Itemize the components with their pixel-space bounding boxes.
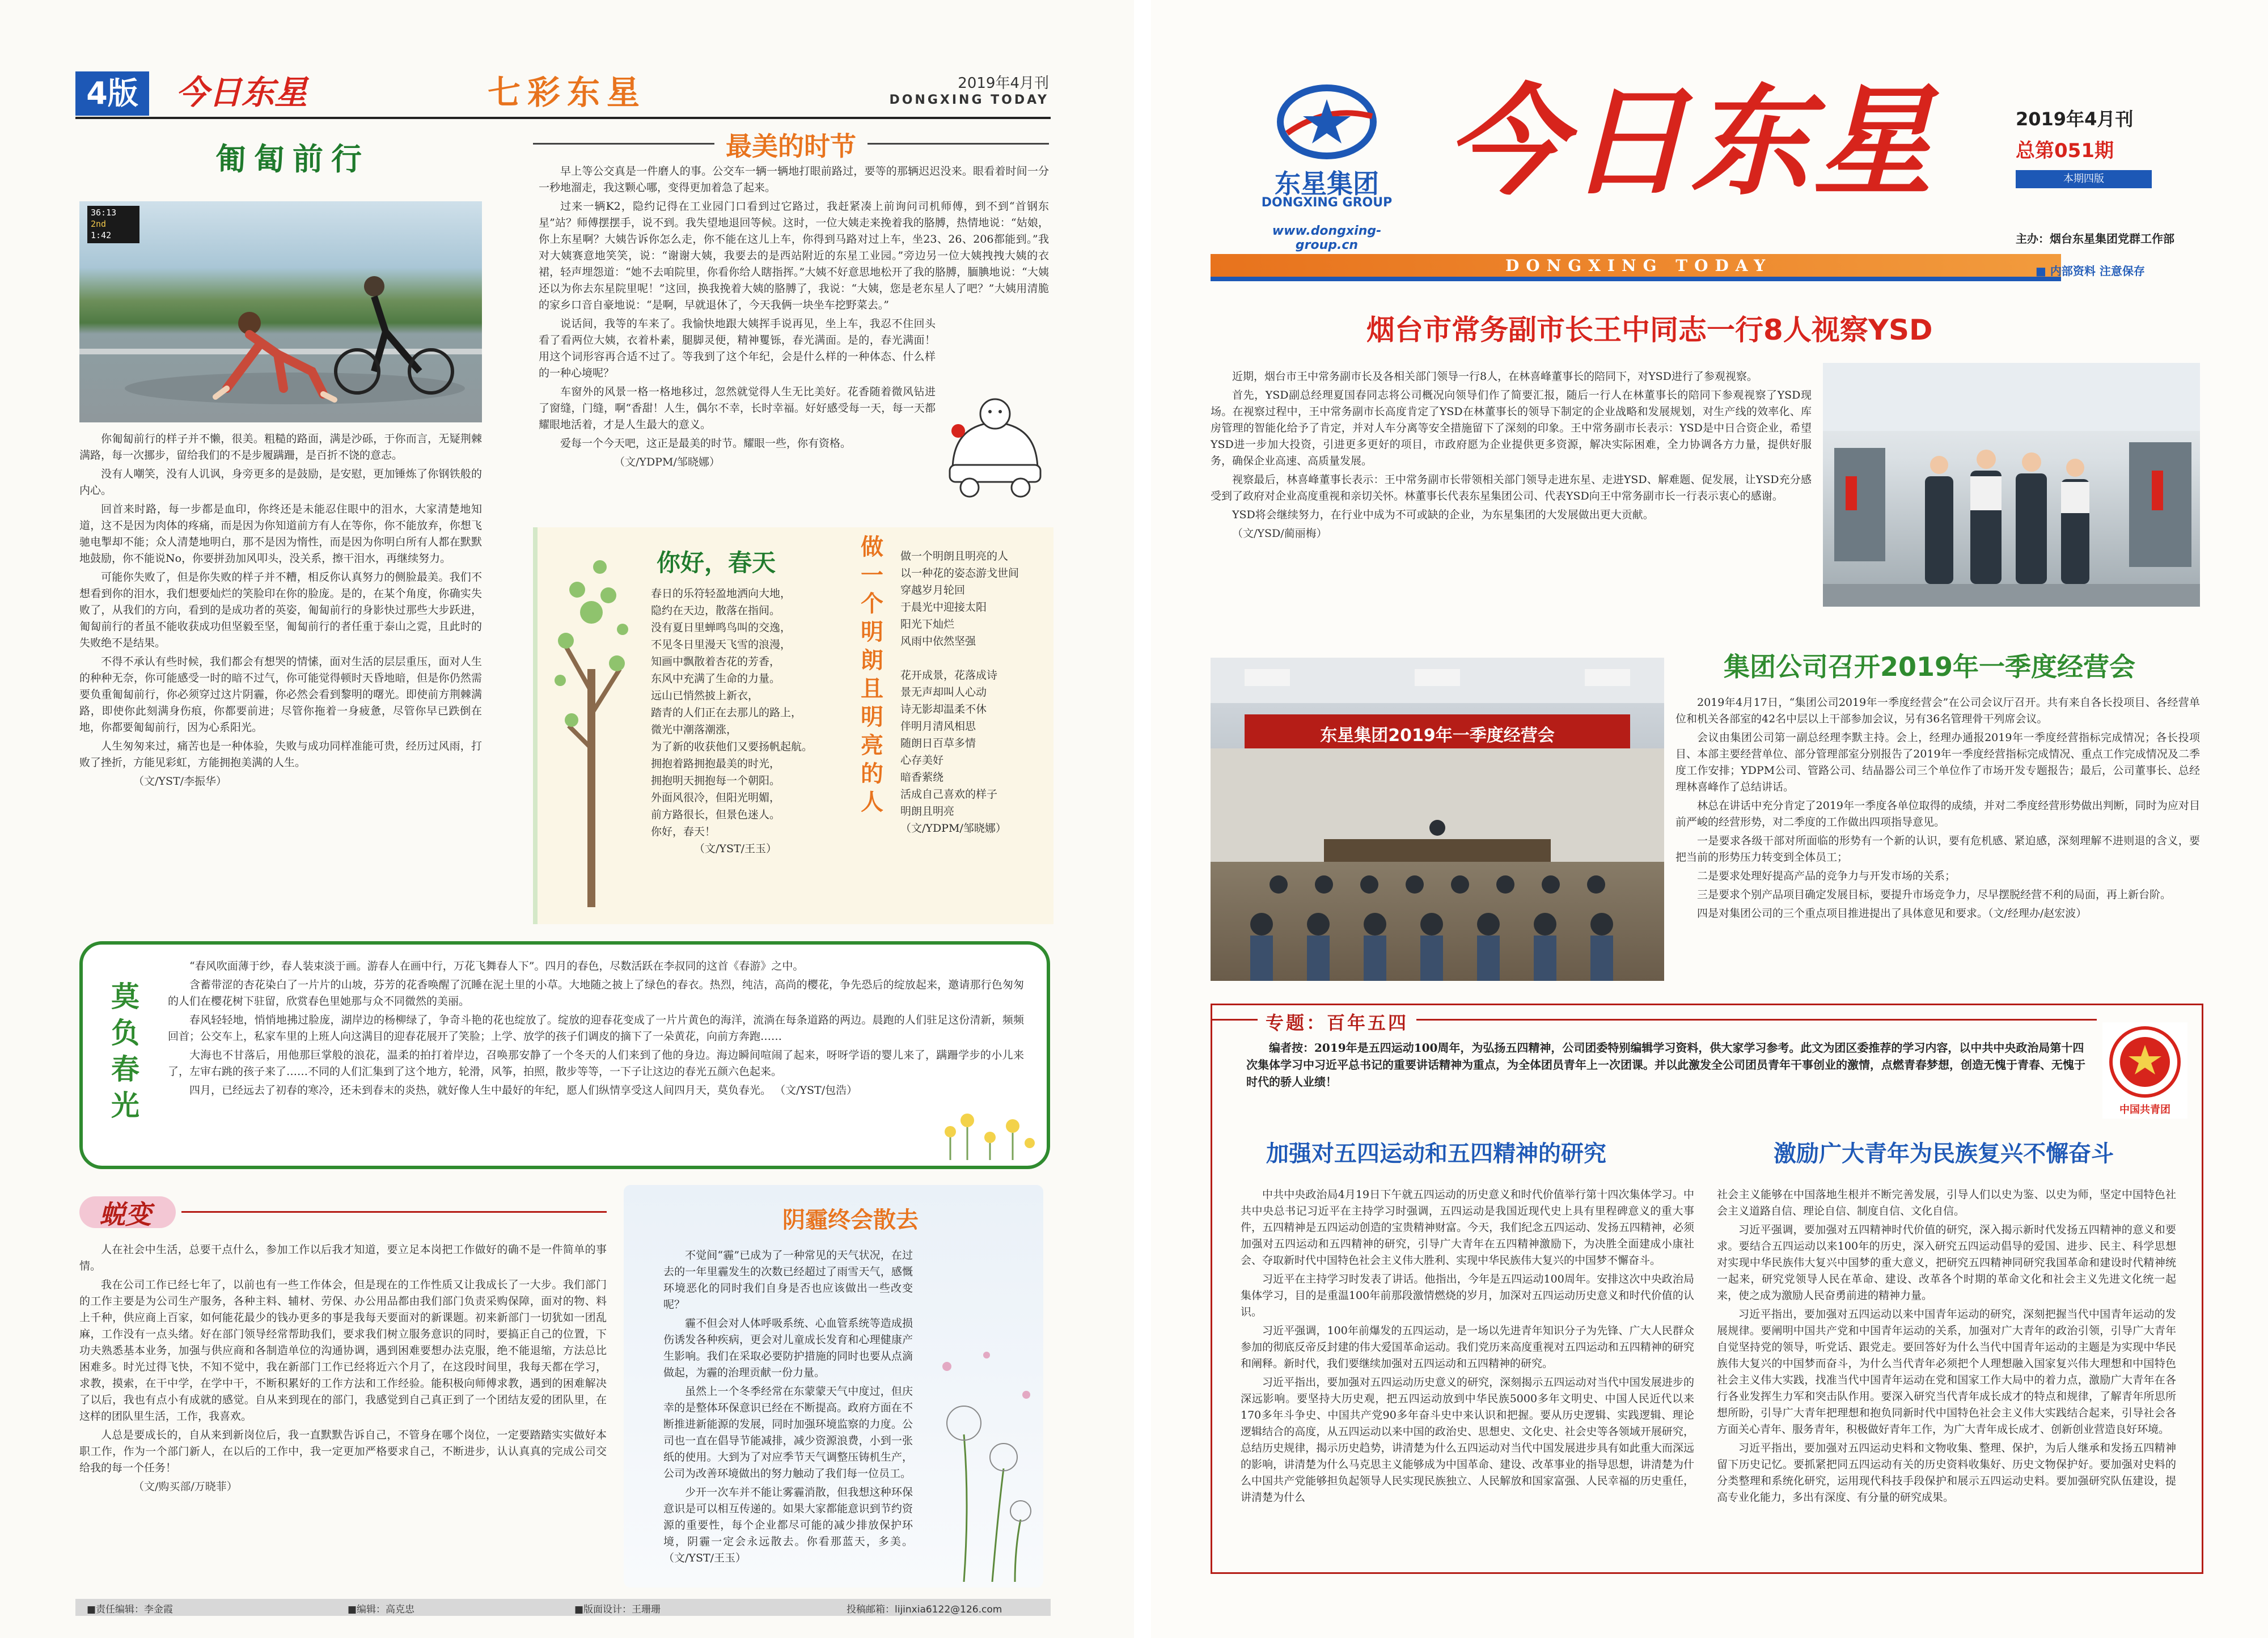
- meeting-scene: [1211, 658, 1664, 981]
- paragraph: 习近平在主持学习时发表了讲话。他指出，今年是五四运动100周年。安排这次中央政治局集体学习，目的是重温100年前那段激情燃烧的岁月，加深对五四运动历史意义和时代价值的认识。: [1241, 1273, 1694, 1318]
- spring-poem-title: 你好，春天: [657, 549, 776, 577]
- footer-layout: ■版面设计：王珊珊: [574, 1604, 661, 1615]
- runner-photo: [79, 201, 482, 422]
- haze-body: [663, 1247, 913, 1569]
- paragraph: 人在社会中生活，总要干点什么，参加工作以后我才知道，要立足本岗把工作做好的确不是一件简单的事情。: [79, 1243, 607, 1272]
- poem-line: 风雨中依然坚强: [900, 635, 976, 647]
- masthead-band-blue: [1211, 277, 2061, 281]
- poem-line: 拥抱明天拥抱每一个朝阳。: [651, 774, 781, 787]
- story-crawl-title-text: 匍匐前行: [215, 141, 370, 177]
- paragraph: 没有人嘲笑，没有人讥讽，身旁更多的是鼓励，是安慰，更加锤炼了你钢铁般的内心。: [79, 468, 482, 497]
- company-logo-icon: [1276, 82, 1378, 162]
- paragraph: 习近平指出，要加强对五四运动以来中国青年运动的研究，深刻把握当代中国青年运动的发展规律。要阐明中国共产党和中国青年运动的关系，加强对广大青年的政治引领，引导广大青年自觉坚持党的领导，听党话、跟党走。要回答好为什么当代中国青年运动的主题是为实现中华民族伟大复兴的中国梦而奋斗，为什么当代青年必须把个人理想融入国家复兴伟大理想和中国特色社会主义伟大实践，找准当代中国青年运动在党和国家工作大局中的着力点，激励广大青年在各行各业发挥生力军和突击队作用。要深入研究当代青年成长成才的特点和规律，了解青年所思所想所盼，引导广大青年把理想和抱负同新时代中国特色社会主义伟大实践结合起来，引导社会各方面关心青年、服务青年，积极做好青年工作，为广大青年成长成才、创新创业营造良好环境。: [1717, 1308, 2176, 1436]
- meeting-banner-text: 东星集团2019年一季度经营会: [1320, 726, 1555, 746]
- paragraph: 首先，YSD副总经理夏国春同志将公司概况向领导们作了简要汇报，随后一行人在林董事长的陪同下参观视察了YSD现场。在视察过程中，王中常务副市长高度肯定了YSD在林董事长的领导下制定的企业战略和发展规划，对生产线的效率化、库房管理的智能化给予了肯定，并对人车分离等安全措施留下了深刻的印象。王中常务副市长表示：YSD是中日合资企业，希望YSD进一步加大投资，引进更多更好的项目，市政府愿为企业提供更多资源，解决实际困难，全力协调各方力量，提供好服务，确保企业高速、高质量发展。: [1211, 389, 1812, 467]
- spring-light-author: （文/YST/包浩）: [775, 1084, 858, 1097]
- story-visit-author: （文/YSD/蔺丽梅）: [1232, 527, 1327, 540]
- paragraph: 会议由集团公司第一副总经理李默主持。会上，经理办通报2019年一季度经营指标完成情况；各长投项目、本部主要经营单位、部分管理部室分别报告了2019年一季度经营指标完成情况、重点工作完成情况及二季度工作安排；YDPM公司、管路公司、结晶器公司三个单位作了市场开发专题报告；最后，公司董事长、总经理林喜峰作了总结讲话。: [1675, 731, 2200, 793]
- paragraph: 四是对集团公司的三个重点项目推进提出了具体意见和要求。（文/经理办/赵宏波）: [1697, 907, 2087, 920]
- paragraph: 不得不承认有些时候，我们都会有想哭的情愫，面对生活的层层重压，面对人生的种种无奈，你可能感受一时的暗不过气，你可能觉得顿时天昏地暗，但是你仍然需要负重匍匐前行，你必须穿过这片阴霾，你必然会看到黎明的曙光。即使前方荆棘满路，即使你此刻满身伤痕，你都要前进；尽管你拖着一身疲惫，尽管你早已跌倒在地，你都要匍匐前行，因为心系阳光。: [79, 655, 482, 734]
- dandelion-illustration: [930, 1332, 1038, 1582]
- story-visit-body: [1211, 369, 1812, 541]
- poem-right-author: （文/YDPM/邹晓娜）: [900, 822, 1006, 835]
- poem-line: 微光中潮落潮涨，: [651, 723, 738, 736]
- paragraph: 习近平强调，要加强对五四精神时代价值的研究，深入揭示新时代发扬五四精神的意义和要求。要结合五四运动以来100年的历史，深入研究五四运动倡导的爱国、进步、民主、科学思想对实现中华民族伟大复兴中国梦的重大意义，把研究五四精神同研究我国革命和建设时代精神统一起来，研究党领导人民在革命、建设、改革各个时期的革命文化和社会主义先进文化统一起来，使之成为激励人民奋勇前进的精神力量。: [1717, 1224, 2176, 1302]
- special-col2: [1717, 1187, 2176, 1508]
- paragraph: 习近平指出，要加强对五四运动历史意义的研究，深刻揭示五四运动对当代中国发展进步的深远影响。要坚持大历史观，把五四运动放到中华民族5000多年文明史、中国人民近代以来170多年斗争史、中国共产党90多年奋斗史中来认识和把握。要从历史逻辑、实践逻辑、理论逻辑结合的高度，从五四运动以来中国的政治史、思想史、文化史、社会史等各领域开展研究，总结历史规律，揭示历史趋势，讲清楚为什么五四运动对当代中国发展进步具有如此重大而深远的影响，讲清楚为什么马克思主义能够成为中国革命、建设、改革事业的指导思想，讲清楚为什么中国共产党能够担负起领导人民实现民族独立、人民解放和国家富强、人民幸福的历史重任，讲清楚为什么: [1241, 1376, 1694, 1504]
- poem-line: 阳光下灿烂: [900, 618, 955, 630]
- company-website: www.dongxing-group.cn: [1272, 224, 1382, 252]
- paragraph: [663, 1484, 913, 1567]
- spring-poem-right: [900, 548, 1048, 837]
- youth-league-emblem-icon: [2102, 1022, 2187, 1102]
- paragraph: 可能你失败了，但是你失败的样子并不糟，相反你认真努力的侧脸最美。我们不想看到你的泪水，我们想要灿烂的笑脸印在你的脸庞。是的，在某个角度，你确实失败了，从我们的方向，看到的是成功者的英姿，匍匐前行的身影快过那些大步跃进，匍匐前行的者虽不能收获成功但坚毅至坚，匍匐前行的者任重于泰山之霓，且此时的失败绝不是结果。: [79, 571, 482, 649]
- section-title: 七彩东星: [488, 73, 647, 112]
- paragraph-text: 四月，已经远去了初春的寒冷，还未到春末的炎热，就好像人生中最好的年纪，愿人们纵情享受这人间四月天，莫负春光。: [189, 1084, 772, 1097]
- poem-line: 做一个明朗且明亮的人: [900, 550, 1009, 562]
- paragraph: 霾不但会对人体呼吸系统、心血管系统等造成损伤诱发各种疾病，更会对儿童成长发育和心理健康产生影响。我们在采取必要防护措施的同时也要从点滴做起，为霾的治理贡献一份力量。: [663, 1317, 913, 1379]
- paragraph: 回首来时路，每一步都是血印，你终还是未能忍住眼中的泪水，大家清楚地知道，这不是因为肉体的疼痛，而是因为你知道前方有人在等你，你不能放弃，你想飞驰电掣却不能；众人清楚地明白，那不是因为惰性，而是因为你明白所有人都在默默地鼓励，你不能说No，你要拼劲加风叩头，没关系，擦干泪水，再继续努力。: [79, 503, 482, 565]
- poem-line: 没有夏日里蝉鸣鸟叫的交逸，: [651, 621, 792, 634]
- paragraph: 二是要求处理好提高产品的竞争力与开发市场的关系；: [1697, 870, 1956, 882]
- haze-frame: [624, 1185, 1043, 1588]
- poem-left-author: （文/YST/王玉）: [694, 843, 777, 855]
- story-crawl-author: （文/YST/李振华）: [133, 775, 227, 788]
- poem-line: 以一种花的姿态游戈世间: [900, 567, 1019, 579]
- poem-line: 你好，春天！: [651, 826, 716, 838]
- youth-league-badge: [2102, 1022, 2187, 1119]
- metamorphosis-rule: [181, 1211, 607, 1213]
- header-rule: [75, 117, 1051, 119]
- poem-line: 外面风很冷，但阳光明媚，: [651, 792, 781, 804]
- poem-line: 诗无影却温柔不休: [900, 703, 987, 716]
- paragraph: 社会主义能够在中国落地生根并不断完善发展，引导人们以史为鉴、以史为师，坚定中国特色社会主义道路自信、理论自信、制度自信、文化自信。: [1717, 1188, 2176, 1217]
- haze-title: 阴霾终会散去: [782, 1207, 919, 1233]
- footer-editor: ■责任编辑：李金霞: [87, 1604, 174, 1615]
- poem-line: 于晨光中迎接太阳: [900, 601, 987, 613]
- paragraph: 人生匆匆来过，痛苦也是一种体验，失败与成功同样准能可贵，经历过风雨，打败了挫折，方能见彩虹，方能拥抱美满的人生。: [79, 740, 482, 769]
- poem-line: 伴明月清风相思: [900, 720, 976, 733]
- edition-badge: [75, 71, 149, 116]
- issue-date: 2019年4月刊: [2016, 108, 2134, 130]
- score-split: 1:42: [91, 230, 112, 240]
- poem-line: 穿越岁月轮回: [900, 584, 966, 596]
- paragraph: 2019年4月17日，“集团公司2019年一季度经营会”在公司会议厅召开。共有来自各长投项目、各经营单位和机关各部室的42名中层以上干部参加会议，另有36名管理骨干列席会议。: [1675, 696, 2200, 725]
- poem-line: 活成自己喜欢的样子: [900, 788, 998, 801]
- poem-line: 前方路很长，但景色迷人。: [651, 809, 781, 821]
- car-illustration: [941, 391, 1049, 505]
- paragraph: “春风吹面薄于纱，春人装束淡于画。游春人在画中行，万花飞舞春人下”。四月的春色，尽数活跃在李叔同的这首《春游》之中。: [189, 960, 804, 972]
- poem-line: [900, 650, 1048, 667]
- story-season-title-text: 最美的时节: [726, 131, 856, 162]
- paragraph: 视察最后，林喜峰董事长表示：王中常务副市长带领相关部门领导走进东星、走进YSD、解难题、促发展，让YSD充分感受到了政府对企业高度重视和亲切关怀。林董事长代表东星集团公司、代表YSD向王中常务副市长一行表示衷心的感谢。: [1211, 473, 1812, 502]
- issue-number: 总第051期: [2016, 139, 2114, 162]
- issue-pages: 本期四版: [2063, 173, 2104, 185]
- metamorphosis-title: 蜕变: [99, 1199, 151, 1230]
- paragraph: 林总在讲话中充分肯定了2019年一季度各单位取得的成绩，并对二季度经营形势做出判断，同时为应对目前严峻的经营形势，对二季度的工作做出四项指导意见。: [1675, 799, 2200, 828]
- paragraph: 习近平强调，100年前爆发的五四运动，是一场以先进青年知识分子为先锋、广大人民群众参加的彻底反帝反封建的伟大爱国革命运动。我们党历来高度重视对五四运动和五四精神的研究和阐释。新时代，我们要继续加强对五四运动和五四精神的研究。: [1241, 1324, 1694, 1370]
- paragraph: 三是要求个别产品项目确定发展目标，要提升市场竞争力，尽早摆脱经营不利的局面，再上新台阶。: [1697, 888, 2172, 901]
- poem-line: 踏青的人们正在去那儿的路上，: [651, 706, 802, 719]
- paragraph: 虽然上一个冬季经常在东蒙蒙天气中度过，但庆幸的是整体环保意识已经在不断提高。政府方面在不断推进新能源的发展，同时加强环境监察的力度。公司也一直在倡导节能减排，减少资源浪费，小到一张纸的使用。大到为了对应季节天气调整压铸机生产，公司为改善环境做出的努力触动了我们每一位员工。: [663, 1385, 913, 1480]
- poem-line: 花开成景，花落成诗: [900, 669, 998, 682]
- spring-light-body: [168, 958, 1024, 1101]
- special-topic-label: 专题：百年五四: [1258, 1009, 1416, 1035]
- meeting-photo: [1211, 658, 1664, 981]
- story-meeting-title: 集团公司召开2019年一季度经营会: [1724, 651, 2136, 682]
- vertical-banner-text: 做一个明朗且明亮的人: [861, 534, 883, 815]
- poem-line: 明朗且明亮: [900, 805, 955, 818]
- poem-line: 知画中飘散着杏花的芳香，: [651, 655, 781, 668]
- masthead-title: 今日东星: [1446, 71, 1936, 211]
- factory-visit-scene: [1823, 363, 2200, 607]
- special-headline-right: 激励广大青年为民族复兴不懈奋斗: [1774, 1141, 2114, 1167]
- paragraph: 你匍匐前行的样子并不懒，很美。粗糙的路面，满是沙砾，于你而言，无疑荆棘满路，每一次挪步，留给我们的不是步履蹒跚，是百折不饶的意志。: [79, 433, 482, 462]
- special-topic-frame: [1211, 1004, 2203, 1574]
- special-editor-note: 编者按：2019年是五四运动100周年，为弘扬五四精神，公司团委特别编辑学习资料，供大家学习参考。此文为团区委推荐的学习内容，以中共中央政治局第十四次集体学习中习近平总书记的重要讲话精神为重点，为全体团员青年上一次团课。并以此激发全公司团员青年干事创业的激情，点燃青春梦想，创造无愧于青春、无愧于时代的骄人业绩！: [1246, 1041, 2085, 1089]
- spring-poem-left: [651, 585, 838, 857]
- metamorphosis-body: [79, 1242, 607, 1495]
- paragraph: 近期，烟台市王中常务副市长及各相关部门领导一行8人，在林喜峰董事长的陪同下，对YSD进行了参观视察。: [1232, 370, 1758, 383]
- paragraph: 不觉间“霾”已成为了一种常见的天气状况，在过去的一年里霾发生的次数已经超过了雨雪天气，感慨环境恶化的同时我们自身是否也应该做出一些改变呢？: [663, 1249, 913, 1311]
- left-date: 2019年4月刊: [958, 75, 1049, 92]
- factory-visit-photo: [1823, 363, 2200, 607]
- poem-line: 随朗日百草多情: [900, 737, 976, 750]
- paragraph: 车窗外的风景一格一格地移过，忽然就觉得人生无比美好。花香随着微风钻进了窗缝，门缝，啊“香甜！人生，偶尔不幸，长时幸福。好好感受每一天，每一天都耀眼地活着，才是人生最大的意义。: [539, 386, 936, 431]
- masthead-small-logo: 今日东星: [176, 73, 308, 112]
- poem-line: 远山已悄然披上新衣，: [651, 689, 759, 702]
- score-rank: 2nd: [91, 219, 107, 229]
- paragraph: [168, 1082, 1024, 1099]
- paragraph: 人总是要成长的，自从来到新岗位后，我一直默默告诉自己，不管身在哪个岗位，一定要踏踏实实做好本职工作，作为一个部门新人，在以后的工作中，我一定更加严格要求自己，不断进步，认认真真的完成公司交给我的每一个任务！: [79, 1429, 607, 1474]
- poem-line: 暗香萦绕: [900, 771, 944, 784]
- story-season-title: [714, 126, 868, 163]
- story-meeting-body: [1675, 695, 2200, 924]
- story-visit-title: 烟台市常务副市长王中同志一行8人视察YSD: [1366, 314, 1933, 346]
- tree-illustration: [549, 544, 634, 907]
- poem-line: 东风中充满了生命的力量。: [651, 672, 781, 685]
- metamorphosis-author: （文/购买部/万晓菲）: [133, 1480, 238, 1493]
- story-crawl-title: [215, 135, 370, 179]
- paragraph: 早上等公交真是一件磨人的事。公交车一辆一辆地打眼前路过，要等的那辆迟迟没来。眼看着时间一分一秒地溜走，我这颗心哪，变得更加着急了起来。: [539, 165, 1049, 194]
- paragraph: 习近平指出，要加强对五四运动史料和文物收集、整理、保护，为后人继承和发扬五四精神留下历史记忆。要抓紧把同五四运动有关的历史资料收集好、历史文物保护好。要加强对史料的分类整理和系统化研究，运用现代科技手段保护和展示五四运动史料。要加强研究队伍建设，提高专业化能力，多出有深度、有分量的研究成果。: [1717, 1442, 2176, 1504]
- score-time: 36:13: [91, 208, 117, 218]
- spring-light-frame: [79, 941, 1050, 1169]
- paragraph: YSD将会继续努力，在行业中成为不可或缺的企业，为东星集团的大发展做出更大贡献。: [1232, 509, 1654, 521]
- paragraph: 过来一辆K2，隐约记得在工业园门口看到过它路过，我赶紧凑上前询问司机师傅，到不到“首钢东星”站？师傅摆摆手，说不到。我失望地退回等候。这时，一位大姨走来挽着我的胳膊，热情地说：“姑娘，你上东星啊？大姨告诉你怎么走，你不能在这儿上车，你得到马路对过上车，坐23、26、206都能到。”我对大姨赛意地笑笑，说：“谢谢大姨，我要去的是西站附近的东星工业园。”旁边另一位大姨拽拽大姨的衣裙，轻声埋怨道：“她不去咱院里，你看你给人瞎指挥。”大姨不好意思地松开了我的胳膊，腼腆地说：“大姨还以为你去东星院里呢！”这回，换我挽着大姨的胳膊了，我说：“大姨，您是老东星人了吧？”大姨用清脆的家乡口音自豪地说：“是啊，早就退休了，今天我俩一块坐车挖野菜去。”: [539, 200, 1049, 311]
- poem-line: 拥抱着路拥抱最美的时光，: [651, 757, 781, 770]
- edition-number: 4版: [86, 75, 138, 111]
- story-crawl-body: [79, 431, 482, 789]
- internal-note: ■ 内部资料 注意保存: [2036, 264, 2145, 278]
- paragraph: 我在公司工作已经七年了，以前也有一些工作体会，但是现在的工作性质又让我成长了一大步。我们部门的工作主要是为公司生产服务，各种主料、辅材、劳保、办公用品都由我们部门负责采购保障，面对的物、料上千种，供应商上百家，如何能花最少的钱办更多的事是我每天要面对的新课题。初来新部门一切犹如一团乱麻，工作没有一点头绪。好在部门领导经常帮助我们，要求我们树立服务意识的同时，要搞正自己的位置，下功夫熟悉基本业务，加强与供应商和各制造单位的沟通协调，遇到困难要想办法克服，绝不能退缩，方法总比困难多。时光过得飞快，不知不觉中，我在新部门工作已经将近六个月了，在这段时间里，我每天都在学习，求教，摸索，在干中学，在学中干，不断积累好的工作方法和工作经验。能积极向师傅求教，遇到的困难解决了以后，我也有点小有成就的感觉。自从来到现在的部门，我感觉到自己真正到了一个团结友爱的团队里，在这样的团队里生活，工作，我喜欢。: [79, 1279, 607, 1423]
- paragraph: 一是要求各级干部对所面临的形势有一个新的认识，要有危机感、紧迫感，深刻理解不进则退的含义，要把当前的形势压力转变到全体员工；: [1675, 835, 2200, 864]
- poem-line: 为了新的收获他们又要扬帆起航。: [651, 740, 813, 753]
- masthead-band-text: DONGXING TODAY: [1505, 256, 1772, 275]
- youth-league-badge-text: 中国共青团: [2119, 1104, 2170, 1116]
- paragraph: 春风轻轻地，悄悄地拂过脸庞，湖岸边的杨柳绿了，争奇斗艳的花也绽放了。绽放的迎春花变成了一片片黄色的海洋，流淌在每条道路的两边。晨跑的人们驻足这份清新，频频回首；公交车上，私家车里的上班人向这满目的迎春花展开了笑脸；上学、放学的孩子们调皮的摘下了一朵黄花，向前方奔跑……: [168, 1014, 1024, 1043]
- poem-line: 隐约在天边，散落在指间。: [651, 604, 781, 617]
- spring-poem-frame: [533, 527, 1053, 924]
- haze-author: （文/YST/王玉）: [663, 1552, 747, 1564]
- paragraph-text: 少开一次车并不能让雾霾消散，但我想这种环保意识是可以相互传递的。如果大家都能意识到节约资源的重要性，每个企业都尽可能的减少排放保护环境，阴霾一定会永远散去。你看那蓝天，多美。: [663, 1486, 913, 1548]
- paragraph: 说话间，我等的车来了。我愉快地跟大姨挥手说再见，坐上车，我忍不住回头看了看两位大姨，衣着朴素，腿脚灵便，精神矍铄，春光满面。是的，春光满面！用这个词形容再合适不过了。等我到了这个年纪，会是什么样的一种体态、什么样的一种心境呢？: [539, 318, 936, 379]
- company-name-cn: 东星集团: [1275, 168, 1379, 199]
- footer-email: 投稿邮箱：lijinxia6122@126.com: [847, 1604, 1002, 1615]
- poem-line: 不见冬日里漫天飞雪的浪漫，: [651, 638, 792, 651]
- paragraph: 含蓄带涩的杏花染白了一片片的山坡，芬芳的花香唤醒了沉睡在泥土里的小草。大地随之披上了绿色的春衣。热烈，纯洁，高尚的樱花，争先恐后的绽放起来，邀请那行色匆匆的人们在樱花树下驻留，欣赏春色里她那与众不同微然的美丽。: [168, 979, 1024, 1008]
- paragraph: 大海也不甘落后，用他那巨掌般的浪花，温柔的拍打着岸边，召唤那安静了一个冬天的人们来到了他的身边。海边瞬间喧闹了起来，呀呀学语的婴儿来了，蹒跚学步的小儿来了，左审右跳的孩子来了……不同的人们汇集到了这个地方，轮滑，风筝，拍照，散步等等，一下子让这边的春光五颜六色起来。: [168, 1049, 1024, 1078]
- paragraph: 中共中央政治局4月19日下午就五四运动的历史意义和时代价值举行第十四次集体学习。中共中央总书记习近平在主持学习时强调，五四运动是我国近现代史上具有里程碑意义的重大事件，五四精神是五四运动创造的宝贵精神财富。今天，我们纪念五四运动、发扬五四精神，必须加强对五四运动和五四精神的研究，引导广大青年在五四精神激励下，为决胜全面建成小康社会、夺取新时代中国特色社会主义伟大胜利、实现中华民族伟大复兴的中国梦不懈奋斗。: [1241, 1188, 1694, 1267]
- left-footer: [75, 1599, 1051, 1616]
- vertical-banner: [861, 533, 886, 816]
- runner-figure: [79, 201, 482, 422]
- left-dongxing-today: DONGXING TODAY: [889, 93, 1049, 107]
- special-col1: [1241, 1187, 1694, 1508]
- special-headline-left: 加强对五四运动和五四精神的研究: [1266, 1141, 1606, 1167]
- spring-light-title: [100, 979, 151, 1124]
- right-page: [1151, 0, 2268, 1638]
- title-line: 莫负: [111, 980, 139, 1049]
- poem-line: 春日的乐符轻盈地洒向大地，: [651, 587, 792, 600]
- company-name-en: DONGXING GROUP: [1261, 196, 1393, 210]
- title-line: 春光: [111, 1052, 139, 1122]
- issue-pages-badge: [2016, 170, 2152, 188]
- flower-decoration: [933, 1075, 1041, 1160]
- poem-line: 心存美好: [900, 754, 944, 767]
- masthead-band: [1211, 254, 2061, 277]
- poem-line: 景无声却叫人心动: [900, 686, 987, 699]
- paragraph: 爱每一个今天吧，这正是最美的时节。耀眼一些，你有资格。: [560, 437, 852, 450]
- footer-editor2: ■编辑：高克忠: [348, 1604, 415, 1615]
- sponsor-line: 主办：烟台东星集团党群工作部: [2016, 232, 2174, 246]
- story-season-author: （文/YDPM/邹晓娜）: [614, 456, 720, 468]
